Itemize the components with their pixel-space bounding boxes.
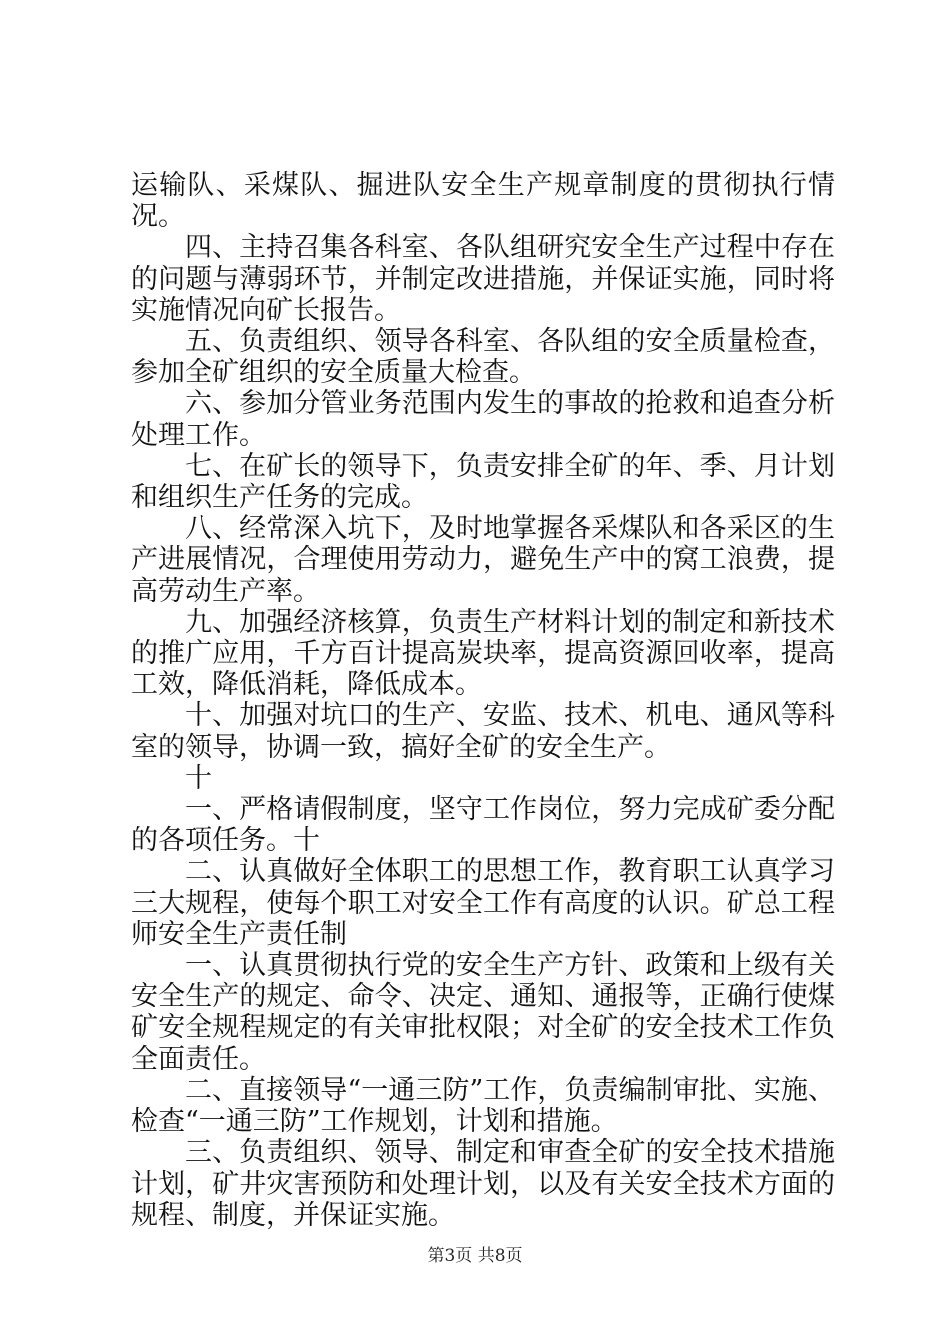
paragraph: 二、认真做好全体职工的思想工作，教育职工认真学习三大规程，使每个职工对安全工作有高度的认识。矿总工程师安全生产责任制: [131, 856, 835, 950]
paragraph: 五、负责组织、领导各科室、各队组的安全质量检查，参加全矿组织的安全质量大检查。: [131, 326, 835, 389]
paragraph: 一、认真贯彻执行党的安全生产方针、政策和上级有关安全生产的规定、命令、决定、通知、通报等，正确行使煤矿安全规程规定的有关审批权限；对全矿的安全技术工作负全面责任。: [131, 950, 835, 1075]
paragraph: 四、主持召集各科室、各队组研究安全生产过程中存在的问题与薄弱环节，并制定改进措施，并保证实施，同时将实施情况向矿长报告。: [131, 232, 835, 326]
paragraph: 九、加强经济核算，负责生产材料计划的制定和新技术的推广应用，千方百计提高炭块率，提高资源回收率，提高工效，降低消耗，降低成本。: [131, 606, 835, 701]
paragraph: 运输队、采煤队、掘进队安全生产规章制度的贯彻执行情况。: [131, 170, 835, 233]
paragraph: 三、负责组织、领导、制定和审查全矿的安全技术措施计划，矿井灾害预防和处理计划，以及有关安全技术方面的规程、制度，并保证实施。: [131, 1137, 835, 1231]
paragraph: 八、经常深入坑下，及时地掌握各采煤队和各采区的生产进展情况，合理使用劳动力，避免生产中的窝工浪费，提高劳动生产率。: [131, 513, 835, 607]
paragraph: 二、直接领导“一通三防”工作，负责编制审批、实施、检查“一通三防”工作规划，计划和措施。: [131, 1074, 835, 1138]
page-footer: 第3页 共8页: [427, 1246, 523, 1266]
paragraph: 一、严格请假制度，坚守工作岗位，努力完成矿委分配的各项任务。十: [131, 794, 835, 857]
document-body: [131, 170, 835, 1231]
paragraph: 六、参加分管业务范围内发生的事故的抢救和追查分析处理工作。: [131, 388, 835, 451]
paragraph: 十: [185, 762, 212, 794]
paragraph: 十、加强对坑口的生产、安监、技术、机电、通风等科室的领导，协调一致，搞好全矿的安全生产。: [131, 700, 835, 763]
paragraph: 七、在矿长的领导下，负责安排全矿的年、季、月计划和组织生产任务的完成。: [131, 450, 835, 514]
